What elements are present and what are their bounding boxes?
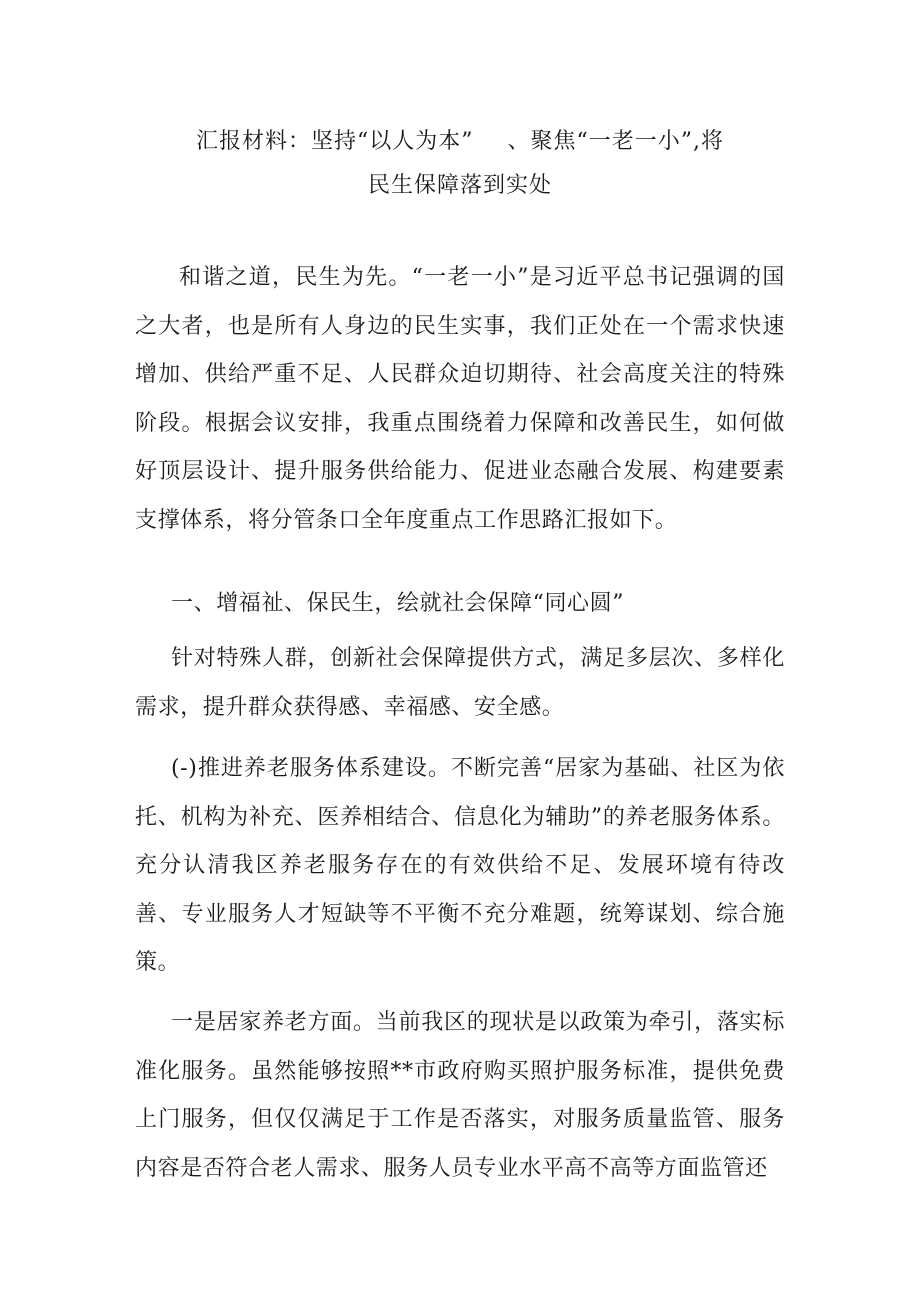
document-title-line-1 (100, 124, 820, 155)
section-heading-1: 一、增福祉、保民生，绘就社会保障“同心圆” (171, 591, 625, 616)
document-title-line-2: 民生保障落到实处 (367, 173, 552, 198)
subsection-1-paragraph: (-)推进养老服务体系建设。不断完善“居家为基础、社区为依托、机构为补充、医养相结合、信息化为辅助”的养老服务体系。充分认清我区养老服务存在的有效供给不足、发展环境有待改善、专业服务人才短缺等不平衡不充分难题，统筹谋划、综合施策。 (135, 756, 785, 975)
intro-paragraph: 和谐之道，民生为先。“一老一小”是习近平总书记强调的国之大者，也是所有人身边的民生实事，我们正处在一个需求快速增加、供给严重不足、人民群众迫切期待、社会高度关注的特殊阶段。根据会议安排，我重点围绕着力保障和改善民生，如何做好顶层设计、提升服务供给能力、促进业态融合发展、构建要素支撑体系，将分管条口全年度重点工作思路汇报如下。 (135, 265, 785, 533)
section-1-intro-paragraph: 针对特殊人群，创新社会保障提供方式，满足多层次、多样化需求，提升群众获得感、幸福感、安全感。 (135, 646, 785, 720)
title-part-2: 、聚焦“一老一小”,将 (507, 129, 724, 154)
title-part-1: 汇报材料：坚持“以人为本” (196, 129, 474, 154)
point-1-paragraph: 一是居家养老方面。当前我区的现状是以政策为牵引，落实标准化服务。虽然能够按照**市政府购买照护服务标准，提供免费上门服务，但仅仅满足于工作是否落实，对服务质量监管、服务内容是否符合老人需求、服务人员专业水平高不高等方面监管还 (135, 1010, 785, 1181)
